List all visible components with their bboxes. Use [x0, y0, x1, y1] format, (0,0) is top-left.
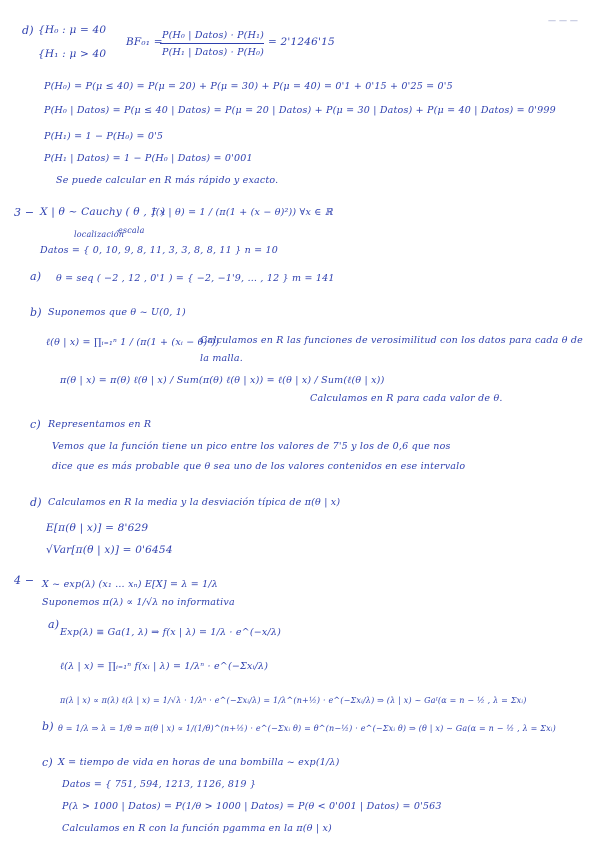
cauchy-model: X | θ ~ Cauchy ( θ , 1 )	[40, 206, 166, 218]
posterior-mean: E[π(θ | x)] = 8'629	[46, 522, 149, 534]
exp-posterior-lambda: π(λ | x) ∝ π(λ) ℓ(λ | x) = 1/√λ · 1/λⁿ · e^(−Σxᵢ/λ) = 1/λ^(n+½) · e^(−Σxᵢ/λ) ⇒ (λ | x) ~ Gaᴵ(α = n − ½ , λ = Σxᵢ)	[60, 696, 527, 705]
h0-hypothesis: {H₀ : μ = 40	[38, 24, 107, 36]
part-d3-title: Calculamos en R la media y la desviación típica de π(θ | x)	[48, 497, 341, 508]
exponential-model: X ~ exp(λ) (x₁ … xₙ) E[X] = λ = 1/λ	[42, 579, 219, 590]
pgamma-note: Calculamos en R con la función pgamma en la π(θ | x)	[62, 823, 332, 834]
r-note: Se puede calcular en R más rápido y exacto.	[56, 175, 279, 186]
part-b-label: b)	[30, 306, 42, 319]
grid-definition: θ = seq ( −2 , 12 , 0'1 ) = { −2, −1'9, … , 12 } m = 141	[56, 273, 335, 284]
prior-h0-line: P(H₀) = P(μ ≤ 40) = P(μ = 20) + P(μ = 30) + P(μ = 40) = 0'1 + 0'15 + 0'25 = 0'5	[44, 81, 453, 92]
uniform-prior: Suponemos que θ ~ U(0, 1)	[48, 307, 186, 318]
posterior-h0-line: P(H₀ | Datos) = P(μ ≤ 40 | Datos) = P(μ = 20 | Datos) + P(μ = 30 | Datos) + P(μ = 40 | Datos) = 0'999	[44, 105, 556, 116]
posterior-formula: π(θ | x) = π(θ) ℓ(θ | x) / Sum(π(θ) ℓ(θ | x)) = ℓ(θ | x) / Sum(ℓ(θ | x))	[60, 375, 385, 386]
location-annotation: localización	[74, 230, 125, 239]
cauchy-density: f(x | θ) = 1 / (π(1 + (x − θ)²)) ∀x ∈ ℝ	[152, 207, 333, 218]
bayes-factor-denominator: P(H₁ | Datos) · P(H₀)	[162, 47, 264, 58]
part-4c-label: c)	[42, 756, 53, 769]
part-d-label: d)	[22, 24, 34, 37]
part-a-label: a)	[30, 270, 42, 283]
h1-hypothesis: {H₁ : μ > 40	[38, 48, 107, 60]
exp-likelihood: ℓ(λ | x) = ∏ᵢ₌₁ⁿ f(xᵢ | λ) = 1/λⁿ · e^(−Σxᵢ/λ)	[60, 661, 269, 672]
exp-gamma-density: Exp(λ) ≡ Ga(1, λ) ⇒ f(x | λ) = 1/λ · e^(−x/λ)	[60, 627, 281, 638]
bayes-factor-value: = 2'1246'15	[268, 36, 335, 48]
part-c-text-2: dice que es más probable que θ sea uno de los valores contenidos en ese intervalo	[52, 461, 466, 472]
part-c-title: Representamos en R	[48, 419, 152, 430]
scale-annotation: escala	[118, 226, 145, 235]
bayes-factor-numerator: P(H₀ | Datos) · P(H₁)	[162, 30, 264, 41]
posterior-h1-line: P(H₁ | Datos) = 1 − P(H₀ | Datos) = 0'001	[44, 153, 253, 164]
likelihood-note-1: Calculamos en R las funciones de verosimilitud con los datos para cada θ de	[200, 335, 583, 346]
part-4b-label: b)	[42, 720, 54, 733]
part-c-text-1: Vemos que la función tiene un pico entre los valores de 7'5 y los de 0,6 que nos	[52, 441, 451, 452]
bulb-model: X = tiempo de vida en horas de una bombilla ~ exp(1/λ)	[58, 757, 340, 768]
bayes-factor-fraction-bar	[160, 43, 264, 44]
part-d3-label: d)	[30, 496, 42, 509]
exercise-4-label: 4 −	[14, 574, 35, 587]
noninformative-prior: Suponemos π(λ) ∝ 1/√λ no informativa	[42, 597, 235, 608]
reparam-posterior-theta: θ = 1/λ ⇒ λ = 1/θ ⇒ π(θ | x) ∝ 1/(1/θ)^(n+½) · e^(−Σxᵢ θ) = θ^(n−½) · e^(−Σxᵢ θ) ⇒ (θ | x) ~ Ga(α = n − ½ , λ = Σxᵢ)	[58, 724, 556, 733]
likelihood-formula: ℓ(θ | x) = ∏ᵢ₌₁ⁿ 1 / (π(1 + (xᵢ − θ)²))	[46, 337, 220, 348]
prior-h1-line: P(H₁) = 1 − P(H₀) = 0'5	[44, 131, 164, 142]
bayes-factor-label: BF₀₁ =	[126, 36, 163, 48]
bulb-probability: P(λ > 1000 | Datos) = P(1/θ > 1000 | Datos) = P(θ < 0'001 | Datos) = 0'563	[62, 801, 442, 812]
cauchy-data: Datos = { 0, 10, 9, 8, 11, 3, 3, 8, 8, 11 } n = 10	[40, 245, 278, 256]
posterior-sd: √Var[π(θ | x)] = 0'6454	[46, 544, 173, 556]
part-c-label: c)	[30, 418, 41, 431]
posterior-note: Calculamos en R para cada valor de θ.	[310, 393, 503, 404]
corner-mark: — — —	[548, 16, 579, 25]
likelihood-note-2: la malla.	[200, 353, 243, 364]
part-4a-label: a)	[48, 618, 60, 631]
bulb-data: Datos = { 751, 594, 1213, 1126, 819 }	[62, 779, 257, 790]
exercise-3-label: 3 −	[14, 206, 35, 219]
